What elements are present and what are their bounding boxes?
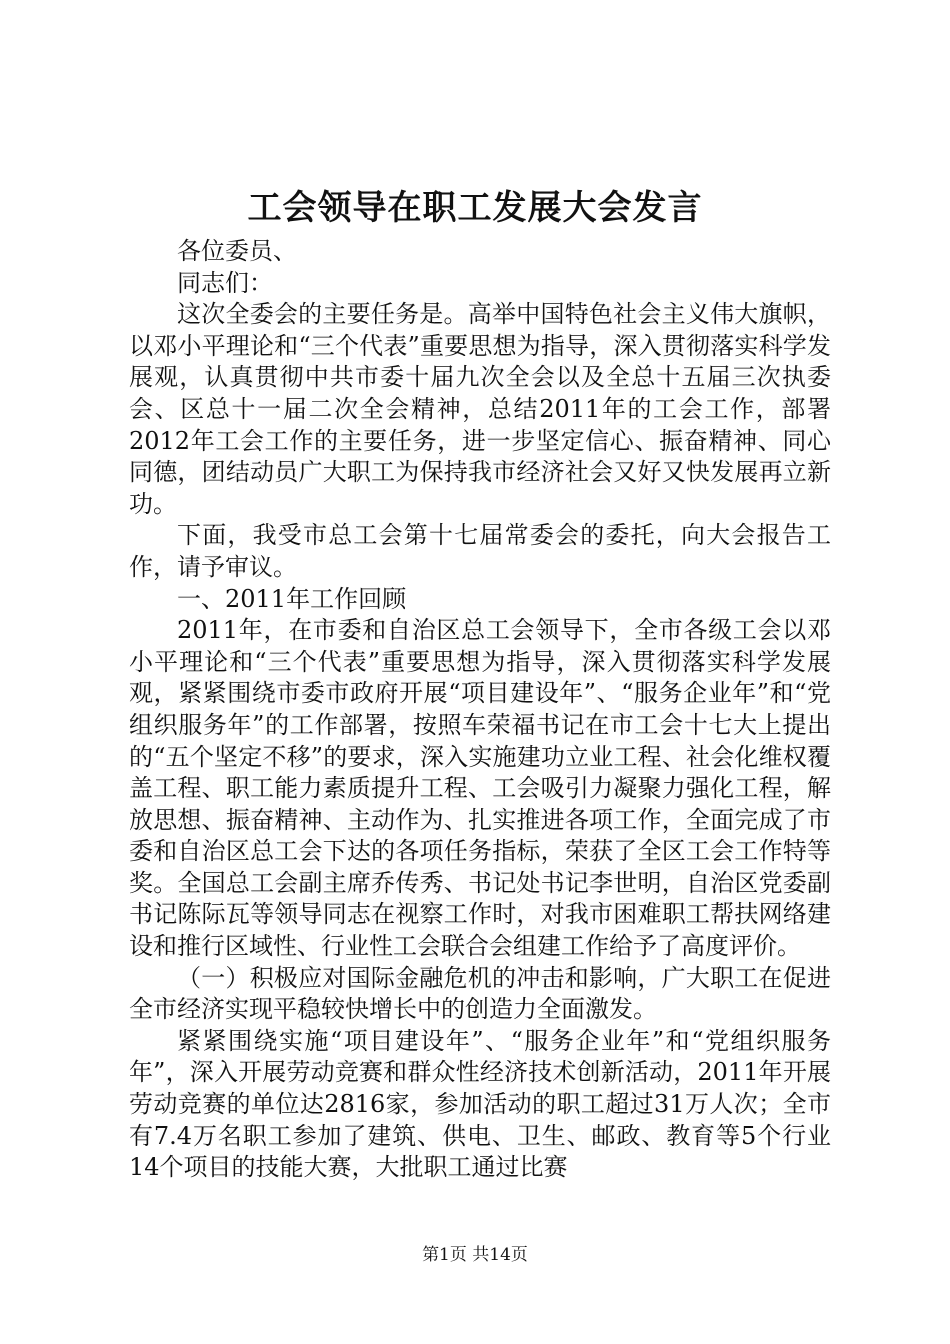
paragraph-salutation-comrades: 同志们：	[177, 268, 273, 297]
paragraph-2011-overview: 2011年，在市委和自治区总工会领导下，全市各级工会以邓小平理论和“三个代表”重要思想为指导，深入贯彻落实科学发展观，紧紧围绕市委市政府开展“项目建设年”、“服务企业年”和“党组织服务年”的工作部署，按照车荣福书记在市工会十七大上提出的“五个坚定不移”的要求，深入实施建功立业工程、社会化维权覆盖工程、职工能力素质提升工程、工会吸引力凝聚力强化工程，解放思想、振奋精神、主动作为、扎实推进各项工作，全面完成了市委和自治区总工会下达的各项任务指标，荣获了全区工会工作特等奖。全国总工会副主席乔传秀、书记处书记李世明，自治区党委副书记陈际瓦等领导同志在视察工作时，对我市困难职工帮扶网络建设和推行区域性、行业性工会联合会组建工作给予了高度评价。	[129, 616, 831, 961]
paragraph-salutation-committee: 各位委员、	[177, 237, 297, 265]
paragraph-main-task: 这次全委会的主要任务是。高举中国特色社会主义伟大旗帜，以邓小平理论和“三个代表”重要思想为指导，深入贯彻落实科学发展观，认真贯彻中共市委十届九次全会以及全总十五届三次执委会、区总十一届二次全会精神，总结2011年的工会工作，部署2012年工会工作的主要任务，进一步坚定信心、振奋精神、同心同德，团结动员广大职工为保持我市经济社会又好又快发展再立新功。	[129, 300, 831, 518]
page-number-footer: 第1页 共14页	[422, 1245, 528, 1265]
paragraph-report-intro: 下面，我受市总工会第十七届常委会的委托，向大会报告工作，请予审议。	[129, 521, 831, 581]
section-heading-review: 一、2011年工作回顾	[177, 584, 407, 613]
paragraph-labor-competition: 紧紧围绕实施“项目建设年”、“服务企业年”和“党组织服务年”，深入开展劳动竞赛和群众性经济技术创新活动，2011年开展劳动竞赛的单位达2816家，参加活动的职工超过31万人次；全市有7.4万名职工参加了建筑、供电、卫生、邮政、教育等5个行业14个项目的技能大赛，大批职工通过比赛	[129, 1026, 831, 1182]
subsection-heading-1: （一）积极应对国际金融危机的冲击和影响，广大职工在促进全市经济实现平稳较快增长中的创造力全面激发。	[129, 963, 831, 1024]
document-body	[129, 236, 831, 1184]
document-title: 工会领导在职工发展大会发言	[247, 188, 703, 228]
